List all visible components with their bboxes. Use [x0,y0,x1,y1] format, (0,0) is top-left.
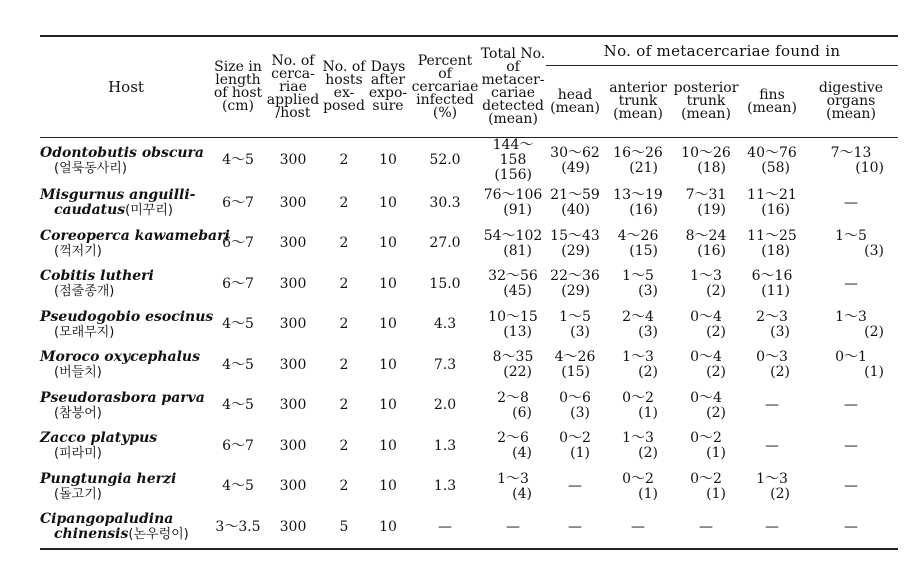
head-range: 30～62 [550,144,600,161]
percent-cell: 52.0 [429,152,461,168]
total-mean: (81) [503,242,532,259]
fins-range: 0～3 [756,349,788,366]
total-cell [480,345,546,386]
host-scientific-name: Pseudorasbora parva [40,389,205,406]
anterior-range: 2～4 [622,308,654,325]
total-cell [480,467,546,508]
posterior-mean: (16) [697,242,726,259]
fins-cell [740,183,804,224]
digestive-mean: (1) [864,364,884,381]
size-cell: 3～3.5 [212,507,264,549]
hosts-cell: 2 [339,437,349,454]
cercariae-cell: 300 [279,356,307,373]
posterior-range: 0～4 [690,349,722,366]
host-scientific-name: Pungtungia herzi [40,470,177,487]
digestive-range: — [844,478,858,495]
head-range: 1～5 [559,308,591,325]
table-row [40,345,898,386]
header-posterior: posterior trunk (mean) [672,66,740,138]
days-cell: 10 [379,437,397,454]
host-cell [40,224,230,265]
size-cell: 4～5 [222,356,254,373]
table-header [40,36,898,138]
digestive-cell [804,345,898,386]
digestive-range: — [844,437,858,454]
percent-cell: 2.0 [433,397,457,414]
posterior-cell [672,264,740,305]
host-scientific-name: Pseudogobio esocinus [40,308,214,325]
percent-cell: — [410,507,480,549]
total-mean: (22) [503,364,532,381]
hosts-cell: 2 [339,316,349,333]
head-cell [546,305,604,346]
host-scientific-name: Moroco oxycephalus [40,349,200,366]
fins-range: — [765,397,779,414]
posterior-cell [672,507,740,549]
percent-cell: 1.3 [433,437,457,454]
anterior-range: 4～26 [617,227,659,244]
digestive-mean: (10) [855,159,884,176]
anterior-cell [604,507,672,549]
total-mean: (4) [512,445,532,462]
hosts-cell: 2 [339,356,349,373]
total-range: 54～102 [483,227,543,244]
host-cell [40,138,212,184]
head-range: 15～43 [550,227,600,244]
anterior-mean: (1) [638,485,658,502]
host-cell [40,467,212,508]
fins-mean: (16) [761,202,790,219]
header-anterior: anterior trunk (mean) [604,66,672,138]
size-cell: 4～5 [222,152,254,168]
fins-mean: (18) [761,242,790,259]
total-range: 8～35 [492,349,534,366]
host-scientific-name: Cipangopaludina [40,511,174,528]
anterior-mean: (1) [638,404,658,421]
posterior-cell [672,183,740,224]
posterior-cell [672,386,740,427]
days-cell: 10 [379,397,397,414]
digestive-range: 1～5 [835,227,867,244]
total-cell [480,138,546,184]
digestive-mean: (3) [864,242,884,259]
fins-mean: (2) [770,364,790,381]
anterior-cell [604,426,672,467]
cercariae-cell: 300 [279,397,307,414]
cercariae-cell: 300 [279,235,307,252]
total-cell [480,426,546,467]
cercariae-cell: 300 [264,507,322,549]
size-cell: 6～7 [222,194,254,211]
anterior-mean: (21) [629,159,658,176]
header-days: Days after expo-sure [366,36,410,138]
cercariae-cell: 300 [279,316,307,333]
days-cell: 10 [379,275,397,292]
infection-table [40,35,898,550]
head-cell [546,224,604,265]
percent-cell: 30.3 [429,194,461,211]
days-cell: 10 [379,235,397,252]
head-mean: (15) [561,364,590,381]
head-range: 4～26 [554,349,596,366]
anterior-cell [604,345,672,386]
fins-range: 40～76 [747,144,797,161]
host-korean-name: (얼룩동사리) [54,160,127,176]
posterior-mean: (18) [697,159,726,176]
head-cell [546,426,604,467]
posterior-range: 8～24 [685,227,727,244]
host-cell [40,426,212,467]
size-cell: 6～7 [222,437,254,454]
header-size: Size in length of host (cm) [212,36,264,138]
header-host: Host [40,36,212,138]
host-korean-name: (피라미) [54,446,102,462]
head-range: 0～6 [559,389,591,406]
host-korean-name: (버들치) [54,365,102,381]
size-cell: 4～5 [222,478,254,495]
head-cell [546,183,604,224]
digestive-range: — [844,397,858,414]
head-mean: (3) [570,404,590,421]
host-scientific-name-cont: caudatus [54,202,126,219]
posterior-cell [672,467,740,508]
total-cell [480,386,546,427]
percent-cell: 15.0 [429,275,461,292]
anterior-range: 1～5 [622,268,654,285]
total-mean: (6) [512,404,532,421]
digestive-cell [804,183,898,224]
anterior-range: 0～2 [622,470,654,487]
posterior-mean: (2) [706,323,726,340]
head-range: — [568,478,582,495]
anterior-range: 13～19 [613,187,663,204]
total-cell [480,224,546,265]
table-row [40,224,898,265]
table-row [40,305,898,346]
digestive-range: — [844,275,858,292]
posterior-mean: (19) [697,202,726,219]
total-range: 76～106 [483,187,543,204]
header-total: Total No. of metacer-cariae detected (mean) [480,36,546,138]
head-cell [546,386,604,427]
digestive-range: 1～3 [835,308,867,325]
percent-cell: 27.0 [429,235,461,252]
head-mean: (29) [561,242,590,259]
fins-cell [740,264,804,305]
head-cell [546,507,604,549]
posterior-range: 0～4 [690,389,722,406]
host-korean-name: (점줄종개) [54,284,115,300]
host-scientific-name: Cobitis lutheri [40,268,154,285]
digestive-range: — [844,194,858,211]
fins-mean: (58) [761,159,790,176]
total-range: 32～56 [488,268,538,285]
host-cell [40,264,212,305]
header-head: head (mean) [546,66,604,138]
host-scientific-name: Zacco platypus [40,430,158,447]
hosts-cell: 2 [339,478,349,495]
days-cell: 10 [379,316,397,333]
total-cell [480,305,546,346]
total-range: 2～8 [497,389,529,406]
host-korean-name: (미꾸리) [125,203,173,219]
fins-cell [740,386,804,427]
posterior-range: 0～2 [690,430,722,447]
host-cell [40,386,212,427]
header-hosts-exposed: No. of hosts ex-posed [322,36,366,138]
posterior-range: 10～26 [681,144,731,161]
total-mean: (91) [503,202,532,219]
head-cell [546,264,604,305]
total-cell [480,183,546,224]
total-mean: (156) [494,167,532,183]
host-cell [40,183,212,224]
anterior-cell [604,264,672,305]
days-cell: 10 [379,478,397,495]
host-cell [40,305,212,346]
posterior-range: 1～3 [690,268,722,285]
total-mean: (4) [512,485,532,502]
host-scientific-name: Odontobutis obscura [40,144,204,161]
digestive-mean: (2) [864,323,884,340]
posterior-cell [672,345,740,386]
cercariae-cell: 300 [279,478,307,495]
anterior-mean: (3) [638,323,658,340]
hosts-cell: 2 [339,194,349,211]
percent-cell: 1.3 [433,478,457,495]
fins-mean: (2) [770,485,790,502]
table-row [40,386,898,427]
digestive-cell [804,507,898,549]
posterior-cell [672,305,740,346]
posterior-range: 0～2 [690,470,722,487]
anterior-cell [604,224,672,265]
digestive-range: 7～13 [830,144,872,161]
host-korean-name: (참붕어) [54,405,102,421]
digestive-cell [804,138,898,184]
fins-range: — [765,518,779,535]
head-mean: (49) [561,159,590,176]
table-body [40,138,898,549]
digestive-cell [804,264,898,305]
size-cell: 6～7 [222,235,254,252]
header-digestive: digestive organs (mean) [804,66,898,138]
cercariae-cell: 300 [279,194,307,211]
anterior-range: 16～26 [613,144,663,161]
fins-cell [740,138,804,184]
fins-cell [740,467,804,508]
head-mean: (40) [561,202,590,219]
digestive-cell [804,467,898,508]
head-range: — [568,518,582,535]
host-scientific-name: Coreoperca kawamebari [40,227,230,244]
cercariae-cell: 300 [279,152,307,168]
anterior-range: 1～3 [622,430,654,447]
anterior-range: — [631,518,645,535]
header-cercariae: No. of cerca-riae applied /host [264,36,322,138]
total-range: 1～3 [497,470,529,487]
digestive-cell [804,305,898,346]
posterior-mean: (1) [706,445,726,462]
host-korean-name: (꺽저기) [54,243,102,259]
total-range: — [506,518,520,535]
anterior-cell [604,386,672,427]
fins-cell [740,345,804,386]
days-cell: 10 [379,356,397,373]
anterior-mean: (2) [638,445,658,462]
anterior-cell [604,467,672,508]
anterior-mean: (15) [629,242,658,259]
fins-range: 6～16 [751,268,793,285]
host-korean-name: (돌고기) [54,486,102,502]
size-cell: 4～5 [222,316,254,333]
fins-cell [740,507,804,549]
digestive-range: 0～1 [835,349,867,366]
head-cell [546,138,604,184]
head-mean: (29) [561,283,590,300]
head-mean: (1) [570,445,590,462]
percent-cell: 4.3 [433,316,457,333]
posterior-mean: (2) [706,364,726,381]
hosts-cell: 2 [339,152,349,168]
header-group: No. of metacercariae found in [546,36,898,66]
posterior-mean: (1) [706,485,726,502]
head-cell [546,345,604,386]
cercariae-cell: 300 [279,437,307,454]
total-range: 144～158 [492,137,534,168]
host-korean-name: (논우렁이) [128,527,189,543]
total-cell [480,264,546,305]
fins-mean: (11) [761,283,790,300]
head-range: 0～2 [559,430,591,447]
percent-cell: 7.3 [433,356,457,373]
host-korean-name: (모래무지) [54,324,115,340]
anterior-range: 0～2 [622,389,654,406]
hosts-cell: 2 [339,275,349,292]
table-row [40,138,898,184]
host-scientific-name: Misgurnus anguilli- [40,187,196,204]
hosts-cell: 2 [339,397,349,414]
head-mean: (3) [570,323,590,340]
total-range: 2～6 [497,430,529,447]
header-fins: fins (mean) [740,66,804,138]
posterior-cell [672,426,740,467]
anterior-cell [604,305,672,346]
table-row [40,264,898,305]
anterior-range: 1～3 [622,349,654,366]
days-cell: 10 [366,507,410,549]
fins-range: 1～3 [756,470,788,487]
days-cell: 10 [379,152,397,168]
digestive-range: — [844,518,858,535]
host-cell [40,507,212,549]
posterior-mean: (2) [706,404,726,421]
hosts-cell: 2 [339,235,349,252]
cercariae-cell: 300 [279,275,307,292]
hosts-cell: 5 [322,507,366,549]
total-mean: (13) [503,323,532,340]
fins-range: 11～25 [747,227,797,244]
total-mean: (45) [503,283,532,300]
fins-mean: (3) [770,323,790,340]
digestive-cell [804,224,898,265]
table-row [40,507,898,549]
header-percent: Percent of cercariae infected (%) [410,36,480,138]
posterior-range: — [699,518,713,535]
posterior-range: 0～4 [690,308,722,325]
anterior-cell [604,138,672,184]
posterior-range: 7～31 [685,187,727,204]
table-row [40,467,898,508]
posterior-cell [672,138,740,184]
anterior-mean: (16) [629,202,658,219]
table-row [40,426,898,467]
days-cell: 10 [379,194,397,211]
fins-range: 11～21 [747,187,797,204]
size-cell: 6～7 [222,275,254,292]
anterior-mean: (3) [638,283,658,300]
host-cell [40,345,212,386]
digestive-cell [804,426,898,467]
total-range: 10～15 [488,308,538,325]
posterior-cell [672,224,740,265]
head-cell [546,467,604,508]
table-row [40,183,898,224]
total-cell [480,507,546,549]
fins-cell [740,426,804,467]
anterior-mean: (2) [638,364,658,381]
fins-range: — [765,437,779,454]
posterior-mean: (2) [706,283,726,300]
size-cell: 4～5 [222,397,254,414]
anterior-cell [604,183,672,224]
fins-range: 2～3 [756,308,788,325]
head-range: 21～59 [550,187,600,204]
fins-cell [740,305,804,346]
digestive-cell [804,386,898,427]
host-scientific-name-cont: chinensis [54,526,129,543]
head-range: 22～36 [550,268,600,285]
fins-cell [740,224,804,265]
